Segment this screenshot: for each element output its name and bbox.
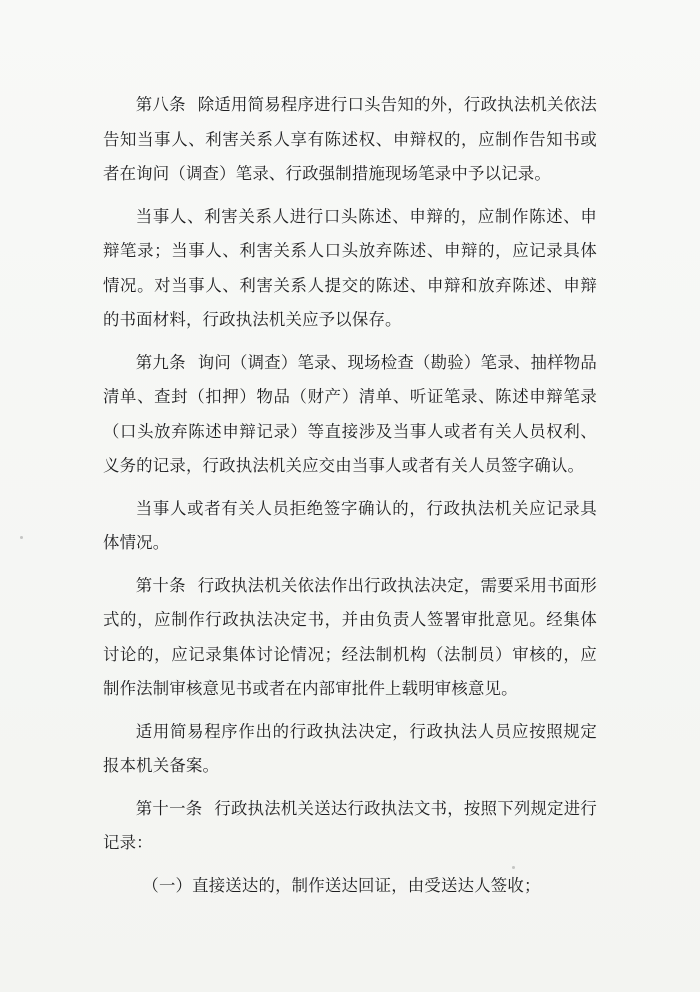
scan-speck bbox=[512, 866, 515, 869]
paragraph-text: 当事人、利害关系人进行口头陈述、申辩的，应制作陈述、申辩笔录；当事人、利害关系人口头放弃陈述、申辩的，应记录具体情况。对当事人、利害关系人提交的陈述、申辩和放弃陈述、申辩的书面材料，行政执法机关应予以保存。 bbox=[103, 206, 597, 329]
paragraph-text: 当事人或者有关人员拒绝签字确认的，行政执法机关应记录具体情况。 bbox=[103, 498, 597, 552]
paragraph-text: 询问（调查）笔录、现场检查（勘验）笔录、抽样物品清单、查封（扣押）物品（财产）清单、听证笔录、陈述申辩笔录（口头放弃陈述申辩记录）等直接涉及当事人或者有关人员权利、义务的记录，行政执法机关应交由当事人或者有关人员签字确认。 bbox=[103, 352, 597, 475]
document-body bbox=[103, 88, 597, 903]
article-number: 第九条 bbox=[135, 352, 186, 372]
paragraph-article-9 bbox=[103, 346, 597, 484]
paragraph-article-10 bbox=[103, 569, 597, 707]
paragraph-text: 除适用简易程序进行口头告知的外，行政执法机关依法告知当事人、利害关系人享有陈述权、申辩权的，应制作告知书或者在询问（调查）笔录、行政强制措施现场笔录中予以记录。 bbox=[103, 95, 597, 183]
paragraph-article-8 bbox=[103, 88, 597, 192]
article-number: 第十一条 bbox=[135, 798, 203, 818]
paragraph-article-10-2 bbox=[103, 715, 597, 784]
article-number: 第八条 bbox=[135, 95, 186, 114]
paragraph-text: 行政执法机关送达行政执法文书，按照下列规定进行记录： bbox=[103, 798, 597, 852]
paragraph-text: 行政执法机关依法作出行政执法决定，需要采用书面形式的，应制作行政执法决定书，并由负责人签署审批意见。经集体讨论的，应记录集体讨论情况；经法制机构（法制员）审核的，应制作法制审核意见书或者在内部审批件上载明审核意见。 bbox=[103, 575, 597, 698]
paragraph-text: （一）直接送达的，制作送达回证，由受送达人签收； bbox=[142, 875, 541, 895]
paragraph-article-11-item-1 bbox=[103, 869, 597, 904]
paragraph-text: 适用简易程序作出的行政执法决定，行政执法人员应按照规定报本机关备案。 bbox=[103, 721, 597, 775]
paragraph-article-9-2 bbox=[103, 492, 597, 561]
scan-speck bbox=[20, 536, 23, 539]
paragraph-article-11 bbox=[103, 792, 597, 861]
paragraph-article-8-2 bbox=[103, 200, 597, 338]
article-number: 第十条 bbox=[135, 575, 186, 595]
